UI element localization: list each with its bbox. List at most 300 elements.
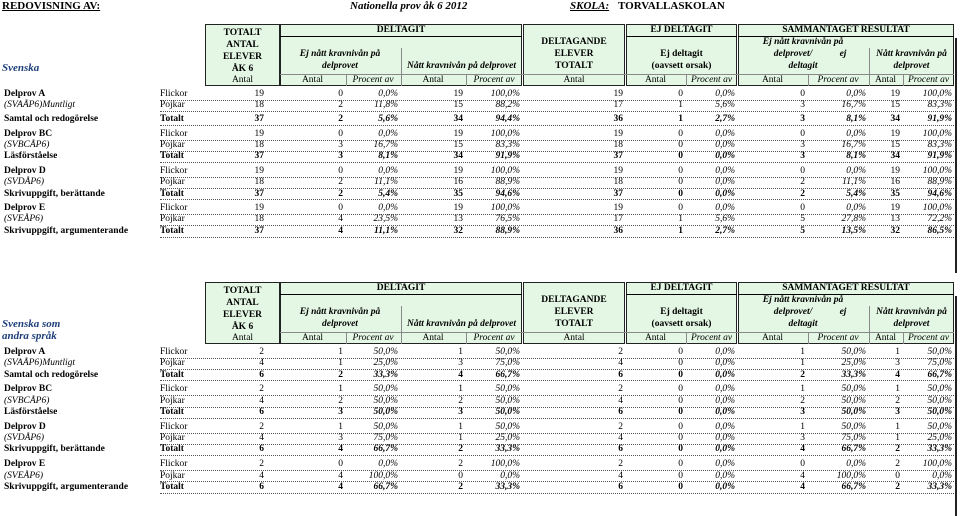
row-group-label: (SVBCÅP6) bbox=[4, 395, 50, 406]
total-students-heading: ÅK 6 bbox=[231, 322, 254, 332]
combined-not-reached-percent: 50,0% bbox=[841, 407, 866, 417]
not-reached-percent: 8,1% bbox=[378, 151, 398, 162]
absent-percent: 0,0% bbox=[715, 203, 735, 214]
reached-count: 15 bbox=[453, 100, 463, 111]
row-group-label: Delprov BC bbox=[4, 384, 53, 395]
combined-reached-count: 15 bbox=[890, 100, 900, 111]
participating-total: 17 bbox=[613, 214, 623, 225]
reached-percent: 33,3% bbox=[495, 481, 520, 492]
total-count: 6 bbox=[259, 407, 264, 417]
row-group-label: Samtal och redogörelse bbox=[4, 369, 99, 380]
not-reached-percent: 5,6% bbox=[378, 114, 398, 125]
total-count: 37 bbox=[254, 114, 264, 125]
reached-count: 15 bbox=[453, 140, 463, 150]
absent-percent: 0,0% bbox=[715, 140, 735, 150]
reached-count: 1 bbox=[458, 384, 463, 395]
gender-label: Flickor bbox=[160, 203, 188, 214]
not-reached-percent: 23,5% bbox=[373, 214, 398, 225]
row-group-label: Delprov D bbox=[4, 165, 46, 176]
combined-reached-percent: 100,0% bbox=[922, 203, 952, 214]
gender-label: Totalt bbox=[160, 481, 184, 492]
reached-percent: 100,0% bbox=[490, 459, 520, 470]
total-count: 19 bbox=[254, 89, 264, 99]
not-reached-count: 4 bbox=[338, 444, 343, 455]
absent-count: 0 bbox=[678, 89, 683, 99]
absent-percent: 0,0% bbox=[715, 407, 735, 417]
combined-reached-percent: 50,0% bbox=[927, 395, 952, 406]
count-subheading: Antal bbox=[644, 75, 667, 85]
divider bbox=[686, 74, 687, 86]
reached-percent: 25,0% bbox=[495, 433, 520, 444]
combined-reached-percent: 72,2% bbox=[927, 214, 952, 225]
absent-percent: 0,0% bbox=[715, 395, 735, 406]
combined-reached-count: 13 bbox=[890, 214, 900, 225]
reached-count: 4 bbox=[458, 369, 463, 380]
count-subheading: Antal bbox=[644, 333, 667, 343]
total-count: 19 bbox=[254, 203, 264, 214]
combined-not-reached-count: 1 bbox=[800, 358, 805, 369]
divider bbox=[280, 36, 522, 37]
participating-total: 36 bbox=[613, 225, 623, 236]
combined-reached-heading: Nått kravnivån på bbox=[876, 307, 947, 317]
percent-subheading: Procent av bbox=[352, 333, 394, 343]
percent-subheading: Procent av bbox=[690, 75, 733, 85]
not-reached-count: 2 bbox=[338, 114, 343, 125]
reached-percent: 83,3% bbox=[495, 140, 520, 150]
combined-reached-percent: 66,7% bbox=[927, 369, 952, 380]
count-subheading: Antal bbox=[231, 333, 254, 343]
absent-heading: (oavsett orsak) bbox=[651, 319, 712, 329]
combined-reached-count: 16 bbox=[890, 177, 900, 188]
combined-not-reached-count: 3 bbox=[800, 140, 805, 150]
not-reached-count: 4 bbox=[338, 470, 343, 481]
participating-total: 19 bbox=[613, 89, 623, 99]
divider bbox=[346, 332, 347, 344]
reached-count: 1 bbox=[458, 421, 463, 432]
total-count: 2 bbox=[259, 459, 264, 470]
not-reached-percent: 50,0% bbox=[373, 407, 398, 417]
not-reached-percent: 11,1% bbox=[374, 177, 398, 188]
total-count: 37 bbox=[254, 225, 264, 236]
divider bbox=[955, 38, 957, 273]
divider bbox=[903, 74, 904, 86]
absent-percent: 0,0% bbox=[715, 444, 735, 455]
not-reached-count: 1 bbox=[338, 347, 343, 357]
not-reached-percent: 50,0% bbox=[373, 421, 398, 432]
participating-total: 2 bbox=[618, 459, 623, 470]
gender-label: Flickor bbox=[160, 459, 188, 470]
combined-not-reached-heading: Ej nått kravnivån på bbox=[762, 37, 844, 47]
combined-not-reached-percent: 5,4% bbox=[846, 188, 866, 199]
combined-not-reached-percent: 16,7% bbox=[841, 140, 866, 150]
participating-total: 18 bbox=[613, 177, 623, 188]
combined-not-reached-heading: Ej nått kravnivån på bbox=[762, 295, 844, 305]
combined-not-reached-count: 2 bbox=[800, 395, 805, 406]
combined-not-reached-count: 3 bbox=[800, 151, 805, 162]
combined-not-reached-percent: 0,0% bbox=[846, 89, 866, 99]
row-group-label: Delprov E bbox=[4, 203, 46, 214]
not-reached-heading: Ej nått kravnivån på bbox=[299, 307, 381, 317]
combined-reached-heading: Nått kravnivån på bbox=[876, 49, 947, 59]
gender-label: Totalt bbox=[160, 151, 184, 162]
absent-percent: 0,0% bbox=[715, 177, 735, 188]
reached-count: 2 bbox=[458, 395, 463, 406]
total-count: 18 bbox=[254, 100, 264, 111]
not-reached-count: 2 bbox=[338, 100, 343, 111]
reached-percent: 100,0% bbox=[490, 89, 520, 99]
gender-label: Pojkar bbox=[160, 358, 185, 369]
reached-heading: Nått kravnivån på delprovet bbox=[407, 61, 516, 71]
combined-reached-percent: 100,0% bbox=[922, 459, 952, 470]
not-reached-count: 3 bbox=[338, 433, 343, 444]
gender-label: Flickor bbox=[160, 128, 188, 139]
subject-title: Svenska bbox=[2, 62, 40, 74]
participating-total: 37 bbox=[613, 151, 623, 162]
reached-percent: 94,6% bbox=[495, 188, 520, 199]
combined-not-reached-percent: 75,0% bbox=[841, 433, 866, 444]
deltagit-heading: DELTAGIT bbox=[376, 283, 426, 293]
reached-percent: 66,7% bbox=[495, 369, 520, 380]
absent-percent: 0,0% bbox=[715, 347, 735, 357]
percent-subheading: Procent av bbox=[690, 333, 733, 343]
row-divider bbox=[160, 418, 954, 419]
row-group-label: (SVAÅP6)Muntligt bbox=[4, 100, 76, 111]
row-group-label: (SVDÅP6) bbox=[4, 433, 45, 444]
percent-subheading: Procent av bbox=[473, 333, 515, 343]
divider bbox=[955, 296, 957, 516]
combined-reached-count: 1 bbox=[895, 347, 900, 357]
combined-not-reached-percent: 50,0% bbox=[841, 395, 866, 406]
gender-label: Pojkar bbox=[160, 100, 185, 111]
total-count: 19 bbox=[254, 128, 264, 139]
absent-count: 0 bbox=[678, 395, 683, 406]
combined-not-reached-percent: 27,8% bbox=[841, 214, 866, 225]
absent-percent: 5,6% bbox=[715, 100, 735, 111]
absent-count: 0 bbox=[678, 470, 683, 481]
combined-reached-percent: 50,0% bbox=[927, 421, 952, 432]
combined-not-reached-percent: 33,3% bbox=[841, 369, 866, 380]
row-divider bbox=[160, 125, 954, 126]
row-group-label: Delprov A bbox=[4, 89, 46, 99]
reached-count: 32 bbox=[453, 225, 463, 236]
combined-reached-heading: delprovet bbox=[893, 61, 930, 71]
divider bbox=[466, 74, 467, 86]
total-count: 6 bbox=[259, 369, 264, 380]
absent-percent: 0,0% bbox=[715, 384, 735, 395]
participating-total: 19 bbox=[613, 165, 623, 176]
table-svenska bbox=[0, 24, 960, 269]
count-subheading: Antal bbox=[422, 333, 444, 343]
absent-percent: 2,7% bbox=[715, 225, 735, 236]
gender-label: Totalt bbox=[160, 225, 184, 236]
combined-not-reached-count: 0 bbox=[800, 203, 805, 214]
participating-heading: TOTALT bbox=[555, 319, 593, 329]
combined-not-reached-percent: 100,0% bbox=[836, 470, 866, 481]
participating-total: 6 bbox=[618, 481, 623, 492]
combined-reached-count: 19 bbox=[890, 203, 900, 214]
percent-subheading: Procent av bbox=[817, 333, 859, 343]
combined-not-reached-count: 0 bbox=[800, 89, 805, 99]
participating-heading: ELEVER bbox=[554, 307, 594, 317]
combined-reached-count: 1 bbox=[895, 384, 900, 395]
absent-count: 0 bbox=[678, 444, 683, 455]
combined-not-reached-count: 3 bbox=[800, 407, 805, 417]
row-group-label: Läsförståelse bbox=[4, 407, 58, 417]
subject-title: andra språk bbox=[2, 330, 57, 342]
absent-count: 0 bbox=[678, 421, 683, 432]
not-reached-count: 0 bbox=[338, 203, 343, 214]
not-reached-count: 0 bbox=[338, 459, 343, 470]
count-subheading: Antal bbox=[301, 75, 324, 85]
combined-reached-count: 19 bbox=[890, 89, 900, 99]
row-group-label: Skrivuppgift, berättande bbox=[4, 444, 105, 455]
combined-not-reached-percent: 50,0% bbox=[841, 384, 866, 395]
gender-label: Pojkar bbox=[160, 177, 185, 188]
divider bbox=[280, 294, 522, 295]
not-reached-percent: 0,0% bbox=[378, 165, 398, 176]
combined-not-reached-heading: ej bbox=[839, 307, 847, 317]
combined-reached-count: 1 bbox=[895, 433, 900, 444]
combined-reached-percent: 50,0% bbox=[927, 347, 952, 357]
row-group-label: Delprov E bbox=[4, 459, 46, 470]
combined-not-reached-count: 1 bbox=[800, 421, 805, 432]
row-group-label: Delprov BC bbox=[4, 128, 53, 139]
combined-reached-percent: 0,0% bbox=[932, 470, 952, 481]
absent-count: 0 bbox=[678, 407, 683, 417]
count-subheading: Antal bbox=[301, 333, 324, 343]
divider bbox=[626, 294, 737, 295]
absent-count: 0 bbox=[678, 347, 683, 357]
gender-label: Flickor bbox=[160, 384, 188, 395]
row-divider bbox=[160, 455, 954, 456]
absent-percent: 0,0% bbox=[715, 89, 735, 99]
combined-reached-count: 4 bbox=[895, 369, 900, 380]
not-reached-percent: 0,0% bbox=[378, 203, 398, 214]
combined-reached-count: 0 bbox=[895, 470, 900, 481]
total-students-heading: TOTALT bbox=[223, 28, 262, 38]
combined-not-reached-percent: 25,0% bbox=[841, 358, 866, 369]
participating-total: 6 bbox=[618, 407, 623, 417]
divider bbox=[869, 48, 870, 86]
combined-not-reached-percent: 16,7% bbox=[841, 100, 866, 111]
combined-not-reached-count: 5 bbox=[800, 225, 805, 236]
row-divider bbox=[160, 237, 954, 238]
reached-percent: 50,0% bbox=[495, 407, 520, 417]
absent-percent: 5,6% bbox=[715, 214, 735, 225]
combined-reached-count: 2 bbox=[895, 444, 900, 455]
gender-label: Flickor bbox=[160, 347, 188, 357]
count-subheading: Antal bbox=[231, 75, 254, 85]
not-reached-percent: 66,7% bbox=[373, 481, 398, 492]
gender-label: Totalt bbox=[160, 407, 184, 417]
reached-percent: 100,0% bbox=[490, 165, 520, 176]
combined-reached-percent: 91,9% bbox=[927, 114, 952, 125]
exam-title: Nationella prov åk 6 2012 bbox=[350, 0, 468, 12]
participating-total: 19 bbox=[613, 203, 623, 214]
participating-total: 4 bbox=[618, 358, 623, 369]
combined-reached-heading: delprovet bbox=[893, 319, 930, 329]
combined-not-reached-percent: 0,0% bbox=[846, 128, 866, 139]
divider bbox=[280, 332, 954, 333]
reached-count: 1 bbox=[458, 433, 463, 444]
combined-not-reached-count: 0 bbox=[800, 459, 805, 470]
combined-not-reached-count: 5 bbox=[800, 214, 805, 225]
absent-percent: 0,0% bbox=[715, 151, 735, 162]
combined-not-reached-count: 3 bbox=[800, 100, 805, 111]
absent-count: 0 bbox=[678, 177, 683, 188]
total-count: 19 bbox=[254, 165, 264, 176]
absent-percent: 0,0% bbox=[715, 165, 735, 176]
reached-percent: 0,0% bbox=[500, 470, 520, 481]
reached-percent: 50,0% bbox=[495, 421, 520, 432]
participating-total: 4 bbox=[618, 470, 623, 481]
not-reached-percent: 75,0% bbox=[373, 433, 398, 444]
total-count: 2 bbox=[259, 347, 264, 357]
total-count: 2 bbox=[259, 421, 264, 432]
combined-not-reached-count: 4 bbox=[800, 481, 805, 492]
absent-percent: 0,0% bbox=[715, 433, 735, 444]
combined-reached-percent: 100,0% bbox=[922, 128, 952, 139]
reached-percent: 50,0% bbox=[495, 384, 520, 395]
absent-percent: 0,0% bbox=[715, 358, 735, 369]
participating-total: 19 bbox=[613, 128, 623, 139]
count-subheading: Antal bbox=[563, 75, 585, 85]
combined-reached-count: 1 bbox=[895, 421, 900, 432]
row-group-label: Samtal och redogörelse bbox=[4, 114, 99, 125]
count-subheading: Antal bbox=[761, 333, 784, 343]
absent-percent: 0,0% bbox=[715, 481, 735, 492]
combined-not-reached-heading: ej bbox=[839, 49, 847, 59]
reached-count: 19 bbox=[453, 165, 463, 176]
count-subheading: Antal bbox=[761, 75, 784, 85]
participating-total: 4 bbox=[618, 433, 623, 444]
not-reached-count: 1 bbox=[338, 384, 343, 395]
combined-not-reached-percent: 50,0% bbox=[841, 421, 866, 432]
row-group-label: (SVBCÅP6) bbox=[4, 140, 50, 150]
reached-count: 19 bbox=[453, 128, 463, 139]
row-group-label: (SVEÅP6) bbox=[4, 470, 44, 481]
participating-total: 2 bbox=[618, 421, 623, 432]
not-reached-percent: 0,0% bbox=[378, 459, 398, 470]
combined-reached-percent: 100,0% bbox=[922, 89, 952, 99]
gender-label: Totalt bbox=[160, 114, 184, 125]
divider bbox=[401, 48, 402, 86]
combined-not-reached-percent: 0,0% bbox=[846, 165, 866, 176]
reached-percent: 50,0% bbox=[495, 395, 520, 406]
not-reached-count: 2 bbox=[338, 369, 343, 380]
combined-reached-percent: 83,3% bbox=[927, 100, 952, 111]
absent-percent: 2,7% bbox=[715, 114, 735, 125]
gender-label: Pojkar bbox=[160, 214, 185, 225]
school-label: SKOLA: bbox=[570, 0, 610, 12]
absent-count: 0 bbox=[678, 481, 683, 492]
subject-title: Svenska som bbox=[2, 318, 61, 330]
total-students-heading: TOTALT bbox=[223, 286, 262, 296]
absent-count: 1 bbox=[678, 214, 683, 225]
gender-label: Totalt bbox=[160, 369, 184, 380]
not-reached-count: 2 bbox=[338, 395, 343, 406]
row-group-label: Delprov A bbox=[4, 347, 46, 357]
participating-heading: ELEVER bbox=[554, 49, 594, 59]
not-reached-percent: 66,7% bbox=[373, 444, 398, 455]
combined-not-reached-count: 1 bbox=[800, 384, 805, 395]
total-count: 4 bbox=[259, 358, 264, 369]
not-reached-count: 2 bbox=[338, 188, 343, 199]
reached-count: 35 bbox=[453, 188, 463, 199]
reached-percent: 91,9% bbox=[495, 151, 520, 162]
participating-total: 36 bbox=[613, 114, 623, 125]
combined-not-reached-percent: 66,7% bbox=[841, 444, 866, 455]
not-reached-heading: Ej nått kravnivån på bbox=[299, 49, 381, 59]
total-students-heading: ANTAL bbox=[226, 40, 259, 50]
combined-reached-percent: 75,0% bbox=[927, 358, 952, 369]
school-name: TORVALLASKOLAN bbox=[618, 0, 725, 12]
combined-reached-percent: 25,0% bbox=[927, 433, 952, 444]
row-group-label: (SVAÅP6)Muntligt bbox=[4, 358, 76, 369]
row-group-label: Skrivuppgift, argumenterande bbox=[4, 481, 129, 492]
combined-not-reached-heading: deltagit bbox=[788, 61, 818, 71]
not-reached-count: 4 bbox=[338, 481, 343, 492]
reached-count: 19 bbox=[453, 89, 463, 99]
reached-percent: 94,4% bbox=[495, 114, 520, 125]
combined-not-reached-percent: 0,0% bbox=[846, 459, 866, 470]
divider bbox=[808, 74, 809, 86]
reached-count: 16 bbox=[453, 177, 463, 188]
participating-heading: DELTAGANDE bbox=[541, 295, 607, 305]
combined-reached-count: 3 bbox=[895, 407, 900, 417]
reached-count: 3 bbox=[458, 358, 463, 369]
table-svenska-som-andra-sprak bbox=[0, 282, 960, 516]
reached-percent: 100,0% bbox=[490, 128, 520, 139]
divider bbox=[869, 306, 870, 344]
combined-reached-count: 19 bbox=[890, 165, 900, 176]
absent-count: 0 bbox=[678, 140, 683, 150]
absent-percent: 0,0% bbox=[715, 470, 735, 481]
divider bbox=[903, 332, 904, 344]
absent-count: 0 bbox=[678, 369, 683, 380]
combined-not-reached-count: 3 bbox=[800, 114, 805, 125]
report-header bbox=[0, 0, 960, 14]
total-count: 37 bbox=[254, 188, 264, 199]
total-count: 4 bbox=[259, 433, 264, 444]
not-reached-percent: 33,3% bbox=[373, 369, 398, 380]
combined-reached-percent: 83,3% bbox=[927, 140, 952, 150]
absent-percent: 0,0% bbox=[715, 459, 735, 470]
combined-reached-percent: 88,9% bbox=[927, 177, 952, 188]
participating-total: 2 bbox=[618, 384, 623, 395]
divider bbox=[401, 306, 402, 344]
combined-reached-count: 32 bbox=[890, 225, 900, 236]
not-reached-count: 0 bbox=[338, 128, 343, 139]
combined-not-reached-count: 4 bbox=[800, 444, 805, 455]
absent-count: 0 bbox=[678, 151, 683, 162]
absent-count: 0 bbox=[678, 203, 683, 214]
reached-count: 3 bbox=[458, 407, 463, 417]
ej-deltagit-heading: EJ DELTAGIT bbox=[650, 283, 713, 293]
not-reached-count: 4 bbox=[338, 225, 343, 236]
deltagit-heading: DELTAGIT bbox=[376, 25, 426, 35]
gender-label: Pojkar bbox=[160, 395, 185, 406]
combined-not-reached-percent: 66,7% bbox=[841, 481, 866, 492]
reached-percent: 33,3% bbox=[495, 444, 520, 455]
absent-count: 1 bbox=[678, 225, 683, 236]
not-reached-percent: 100,0% bbox=[368, 470, 398, 481]
total-count: 4 bbox=[259, 470, 264, 481]
reached-percent: 76,5% bbox=[495, 214, 520, 225]
total-count: 18 bbox=[254, 140, 264, 150]
reached-percent: 75,0% bbox=[495, 358, 520, 369]
report-label: REDOVISNING AV: bbox=[2, 0, 101, 12]
